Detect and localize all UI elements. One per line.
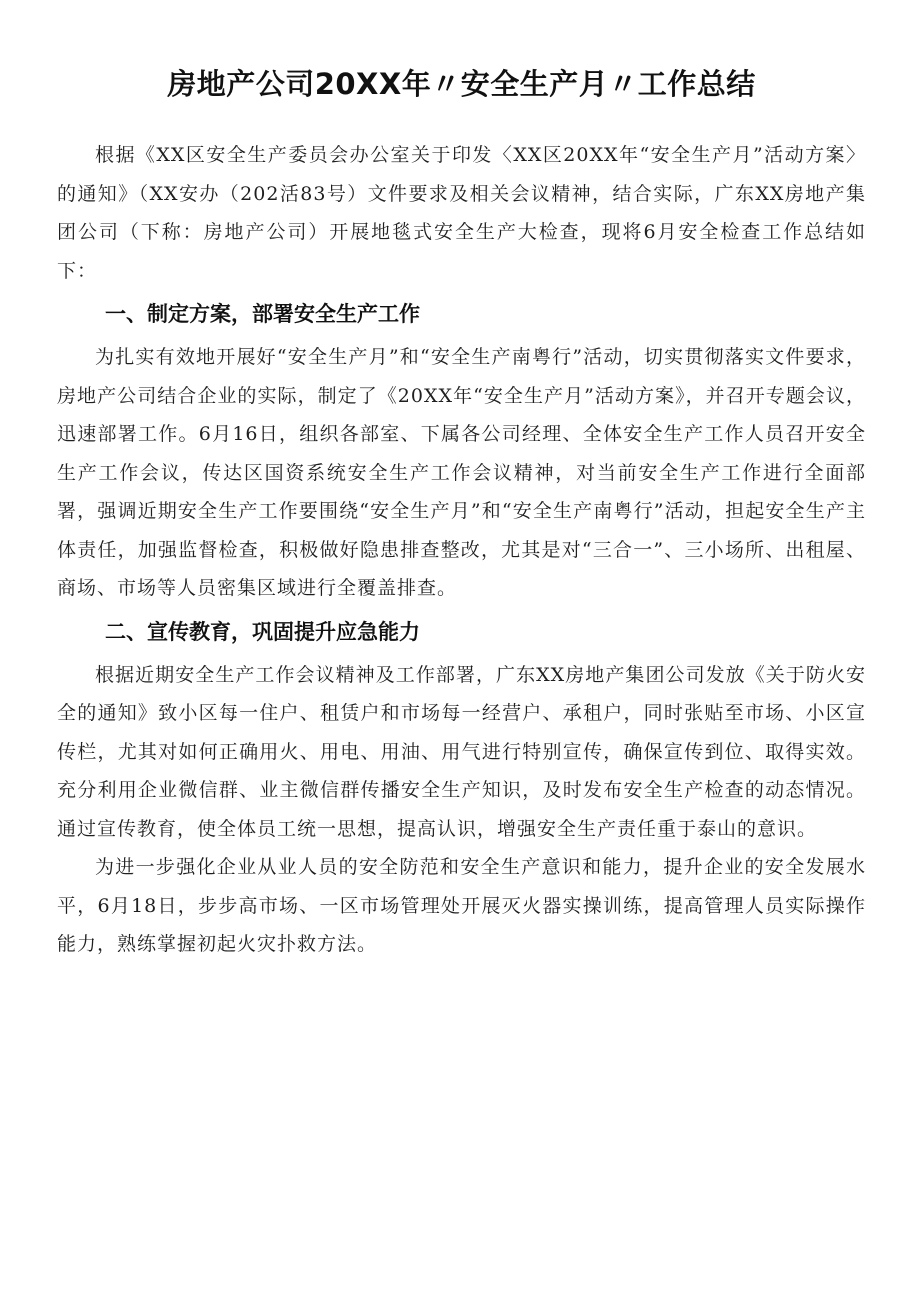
document-title: 房地产公司20XX年〃安全生产月〃工作总结 [167, 67, 756, 101]
intro-paragraph: 根据《XX区安全生产委员会办公室关于印发〈XX区20XX年“安全生产月”活动方案〉的通知》（XX安办（202活83号）文件要求及相关会议精神，结合实际，广东XX房地产集团公司（下称：房地产公司）开展地毯式安全生产大检查，现将6月安全检查工作总结如下： [57, 144, 866, 282]
section-2-paragraph-1: 根据近期安全生产工作会议精神及工作部署，广东XX房地产集团公司发放《关于防火安全的通知》致小区每一住户、租赁户和市场每一经营户、承租户，同时张贴至市场、小区宣传栏，尤其对如何正确用火、用电、用油、用气进行特别宣传，确保宣传到位、取得实效。充分利用企业微信群、业主微信群传播安全生产知识，及时发布安全生产检查的动态情况。通过宣传教育，使全体员工统一思想，提高认识，增强安全生产责任重于泰山的意识。 [57, 663, 866, 840]
section-2-heading: 二、宣传教育，巩固提升应急能力 [105, 619, 420, 644]
section-2-paragraph-2: 为进一步强化企业从业人员的安全防范和安全生产意识和能力，提升企业的安全发展水平，6月18日，步步高市场、一区市场管理处开展灭火器实操训练，提高管理人员实际操作能力，熟练掌握初起火灾扑救方法。 [57, 856, 866, 955]
section-1-paragraph-1: 为扎实有效地开展好“安全生产月”和“安全生产南粤行”活动，切实贯彻落实文件要求，房地产公司结合企业的实际，制定了《20XX年“安全生产月”活动方案》，并召开专题会议，迅速部署工作。6月16日，组织各部室、下属各公司经理、全体安全生产工作人员召开安全生产工作会议，传达区国资系统安全生产工作会议精神，对当前安全生产工作进行全面部署，强调近期安全生产工作要围绕“安全生产月”和“安全生产南粤行”活动，担起安全生产主体责任，加强监督检查，积极做好隐患排查整改，尤其是对“三合一”、三小场所、出租屋、商场、市场等人员密集区域进行全覆盖排查。 [57, 346, 866, 599]
section-1-heading: 一、制定方案，部署安全生产工作 [105, 302, 420, 326]
